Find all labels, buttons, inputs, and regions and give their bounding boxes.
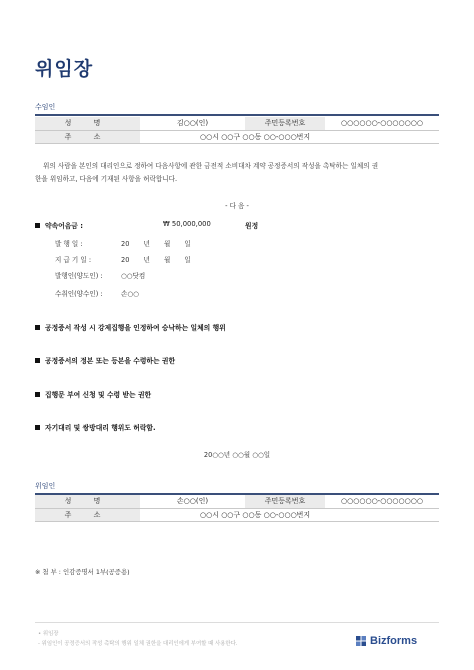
delegate-name-label: 성 명 xyxy=(35,117,140,130)
delegate-section-label: 수임인 xyxy=(35,103,56,111)
authority-item-text: 공정증서의 정본 또는 등본을 수령하는 권한 xyxy=(45,357,176,365)
promissory-amount-unit: 원정 xyxy=(245,222,259,230)
delegate-address-value: ○○시 ○○구 ○○동 ○○-○○○번지 xyxy=(140,130,439,143)
date-line: 20○○년 ○○월 ○○일 xyxy=(203,451,271,459)
footer-note-description: - 위임인이 공정증서의 작성 촉탁의 행위 일체 권한을 대리인에게 부여할 때 사용한다. xyxy=(38,641,238,647)
delegator-address-label: 주 소 xyxy=(35,508,140,521)
attachment-note: ※ 첨 부 : 인감증명서 1부(공증용) xyxy=(35,568,130,576)
delegator-name-label: 성 명 xyxy=(35,495,140,508)
delegate-address-row xyxy=(35,130,439,143)
bizforms-logo xyxy=(355,635,417,647)
delegator-address-value: ○○시 ○○구 ○○동 ○○-○○○번지 xyxy=(140,508,439,521)
bizforms-logo-icon xyxy=(355,635,367,647)
delegator-address-row xyxy=(35,508,439,521)
delegator-id-label: 주민등록번호 xyxy=(245,495,325,508)
delegate-table xyxy=(35,117,439,144)
paragraph-line-1: 위의 사람을 본인의 대리인으로 정하여 다음사항에 관한 금전적 소비대차 계약 공정증서의 작성을 촉탁하는 일체의 권 xyxy=(43,162,379,170)
authority-item-text: 자기대리 및 쌍방대리 행위도 허락함. xyxy=(45,424,156,432)
page-title: 위임장 xyxy=(35,58,94,80)
delegate-id-value: ○○○○○○-○○○○○○○ xyxy=(325,117,439,130)
square-bullet-icon xyxy=(35,425,40,430)
delegator-section-label: 위임인 xyxy=(35,482,56,490)
promissory-amount: ₩ 50,000,000 xyxy=(163,220,211,228)
authority-item xyxy=(35,355,175,365)
authority-item-text: 공정증서 작성 시 강제집행을 인정하여 승낙하는 일체의 행위 xyxy=(45,324,226,332)
authority-item xyxy=(35,322,226,332)
delegate-name-row xyxy=(35,117,439,130)
issue-date-value: 20 년 월 일 xyxy=(121,240,191,248)
delegate-id-label: 주민등록번호 xyxy=(245,117,325,130)
paragraph-line-2: 한을 위임하고, 다음에 기재된 사항을 허락합니다. xyxy=(35,175,178,183)
delegate-rule xyxy=(35,114,439,116)
footer-divider xyxy=(35,622,439,623)
authority-item xyxy=(35,422,156,432)
delegator-id-value: ○○○○○○-○○○○○○○ xyxy=(325,495,439,508)
delegation-paragraph xyxy=(35,160,439,186)
authority-item xyxy=(35,389,151,399)
square-bullet-icon xyxy=(35,358,40,363)
promissory-heading xyxy=(35,220,83,230)
due-date-label: 지 급 기 일 : xyxy=(55,256,92,264)
delegate-name-value: 김○○(인) xyxy=(140,117,245,130)
payee-label: 수취인(양수인) : xyxy=(55,290,103,298)
delegator-name-value: 손○○(인) xyxy=(140,495,245,508)
da-eum-heading: - 다 음 - xyxy=(225,202,249,210)
square-bullet-icon xyxy=(35,325,40,330)
issue-date-label: 발 행 일 : xyxy=(55,240,83,248)
delegator-name-row xyxy=(35,495,439,508)
bizforms-logo-text: Bizforms xyxy=(370,635,418,647)
promissory-heading-text: 약속어음금 : xyxy=(45,222,83,230)
delegator-table xyxy=(35,495,439,522)
issuer-label: 발행인(양도인) : xyxy=(55,272,103,280)
square-bullet-icon xyxy=(35,392,40,397)
square-bullet-icon xyxy=(35,223,40,228)
due-date-value: 20 년 월 일 xyxy=(121,256,191,264)
issuer-value: ○○닷컴 xyxy=(121,272,146,280)
authority-item-text: 집행문 부여 신청 및 수령 받는 권한 xyxy=(45,391,152,399)
delegate-address-label: 주 소 xyxy=(35,130,140,143)
footer-note-title: • 위임장 xyxy=(38,631,59,637)
payee-value: 손○○ xyxy=(121,290,139,298)
